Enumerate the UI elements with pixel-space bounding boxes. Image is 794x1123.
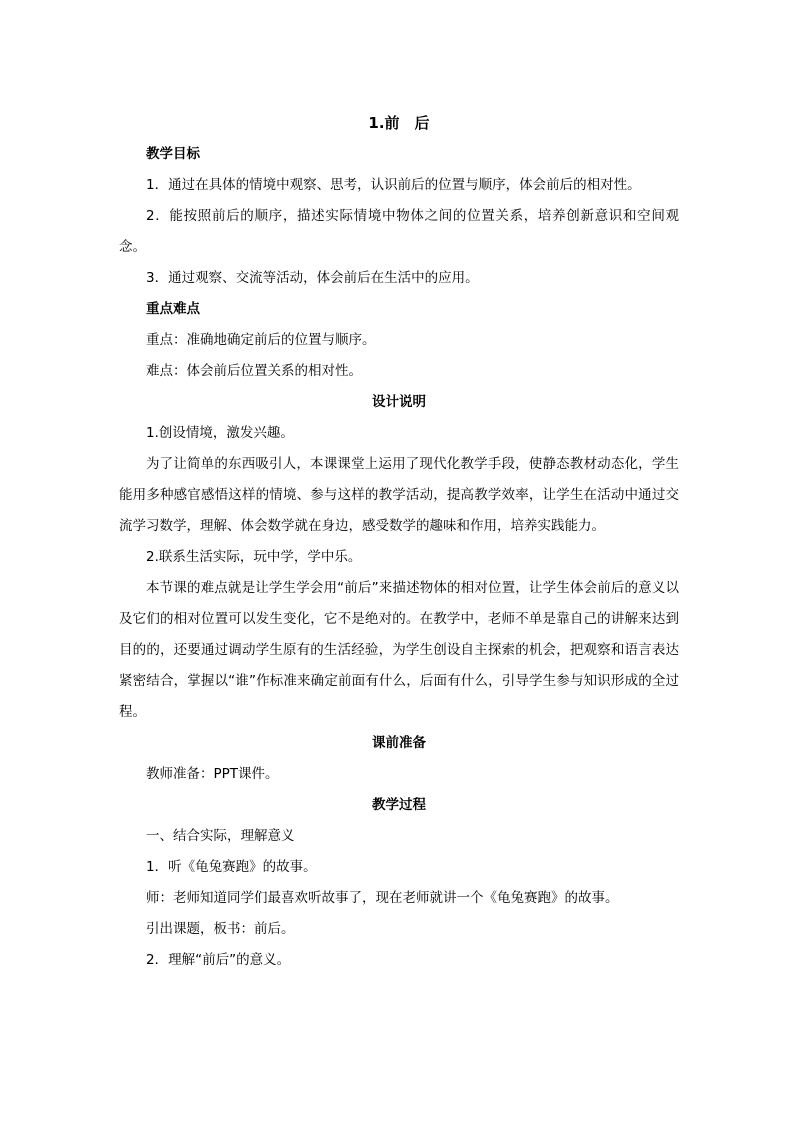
prep-heading: 课前准备 (372, 735, 426, 751)
prep-text: 教师准备：PPT课件。 (146, 766, 279, 782)
design-1-title: 1.创设情境，激发兴趣。 (146, 425, 294, 441)
objectives-heading: 教学目标 (146, 146, 200, 162)
process-step-1-1-text2: 引出课题，板书：前后。 (146, 921, 295, 937)
design-2-title: 2.联系生活实际，玩中学，学中乐。 (146, 549, 362, 565)
lesson-title: 1.前 后 (368, 114, 430, 132)
process-step-1: 一、结合实际，理解意义 (146, 828, 295, 844)
design-1-text: 为了让简单的东西吸引人，本课课堂上运用了现代化教学手段，使静态教材动态化，学生能用多种感官感悟这样的情境、参与这样的教学活动，提高教学效率，让学生在活动中通过交流学习数学，理解、体会数学就在身边，感受数学的趣味和作用，培养实践能力。 (119, 456, 679, 534)
process-step-1-2: 2．理解“前后”的意义。 (146, 952, 291, 968)
objective-1: 1．通过在具体的情境中观察、思考，认识前后的位置与顺序，体会前后的相对性。 (146, 177, 641, 193)
objective-2: 2．能按照前后的顺序，描述实际情境中物体之间的位置关系，培养创新意识和空间观念。 (119, 208, 679, 255)
design-heading: 设计说明 (372, 394, 426, 410)
design-2-text: 本节课的难点就是让学生学会用“前后”来描述物体的相对位置，让学生体会前后的意义以及它们的相对位置可以发生变化，它不是绝对的。在教学中，老师不单是靠自己的讲解来达到目的的，还要通过调动学生原有的生活经验，为学生创设自主探索的机会，把观察和语言表达紧密结合，掌握以“谁”作标准来确定前面有什么，后面有什么，引导学生参与知识形成的全过程。 (119, 580, 679, 720)
document-body (119, 108, 679, 976)
keypoint-text: 重点：准确地确定前后的位置与顺序。 (146, 332, 376, 348)
keypoints-heading: 重点难点 (146, 301, 200, 317)
process-step-1-1: 1．听《龟兔赛跑》的故事。 (146, 859, 317, 875)
objective-3: 3．通过观察、交流等活动，体会前后在生活中的应用。 (146, 270, 479, 286)
difficulty-text: 难点：体会前后位置关系的相对性。 (146, 363, 362, 379)
process-step-1-1-text: 师：老师知道同学们最喜欢听故事了，现在老师就讲一个《龟兔赛跑》的故事。 (146, 890, 619, 906)
process-heading: 教学过程 (372, 797, 426, 813)
